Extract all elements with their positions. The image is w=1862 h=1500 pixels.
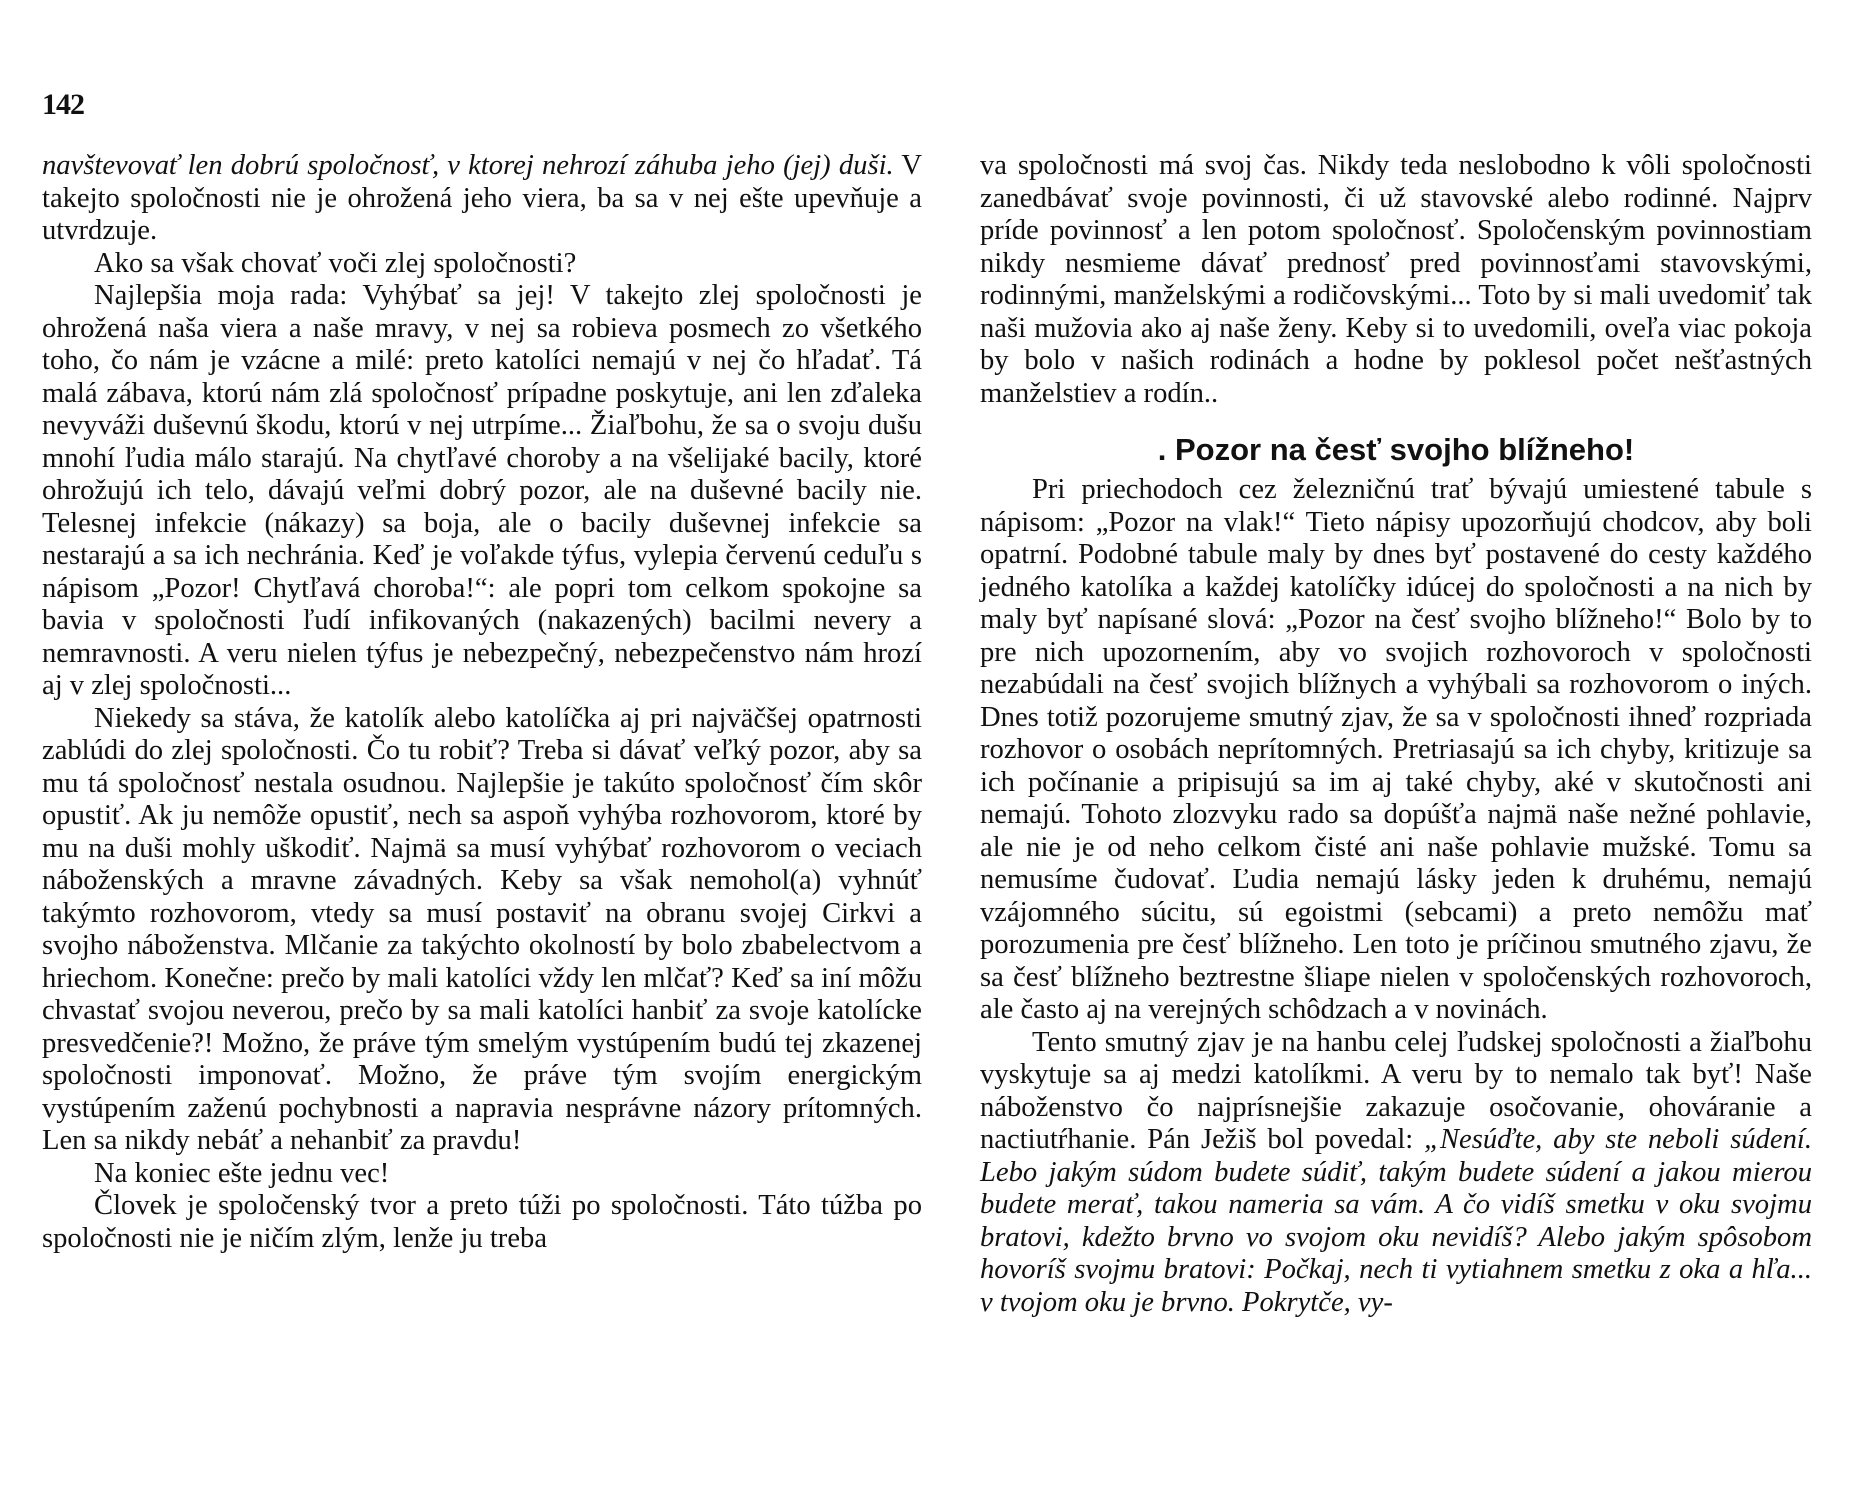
paragraph: Ako sa však chovať voči zlej spoločnosti? [94, 247, 577, 279]
paragraph: Najlepšia moja rada: Vyhýbať sa jej! V takejto zlej spoločnosti je ohrožená naša viera a naše mravy, v nej sa robieva posmech zo všetkého toho, čo nám je vzácne a milé: preto katolíci nemajú v nej čo hľadať. Tá malá zábava, ktorú nám zlá spoločnosť prípadne poskytuje, ani len zďaleka nevyváži duševnú škodu, ktorú v nej utrpíme... Žiaľbohu, že sa o svoju dušu mnohí ľudia málo starajú. Na chytľavé choroby a na všelijaké bacily, ktoré ohrožujú ich telo, dávajú veľmi dobrý pozor, ale na duševné bacily nie. Telesnej infekcie (nákazy) sa boja, ale o bacily duševnej infekcie sa nestarajú a sa ich nechránia. Keď je voľakde týfus, vylepia červenú ceduľu s nápisom „Pozor! Chytľavá choroba!“: ale popri tom celkom spokojne sa bavia v spoločnosti ľudí infikovaných (nakazených) bacilmi nevery a nemravnosti. A veru nielen týfus je nebezpečný, nebezpečenstvo nám hrozí aj v zlej spoločnosti... [42, 280, 922, 701]
paragraph-text: V takejto spoločnosti nie je ohrožená jeho viera, ba sa v nej ešte upevňuje a utvrdzuje. [42, 150, 922, 246]
paragraph: va spoločnosti má svoj čas. Nikdy teda neslobodno k vôli spoločnosti zanedbávať svoje povinnosti, či už stavovské alebo rodinné. Najprv príde povinnosť a len potom spoločnosť. Spoločenským povinnostiam nikdy nesmieme dávať prednosť pred povinnosťami stavovskými, rodinnými, manželskými a rodičovskými... Toto by si mali uvedomiť tak naši mužovia ako aj naše ženy. Keby si to uvedomili, oveľa viac pokoja by bolo v našich rodinách a hodne by poklesol počet nešťastných manželstiev a rodín.. [980, 150, 1812, 409]
paragraph [42, 150, 922, 248]
paragraph: Pri priechodoch cez železničnú trať bývajú umiestené tabule s nápisom: „Pozor na vlak!“ Tieto nápisy upozorňujú chodcov, aby boli opatrní. Podobné tabule maly by dnes byť postavené do cesty každého jedného katolíka a každej katolíčky idúcej do spoločnosti a na nich by maly byť napísané slová: „Pozor na česť svojho blížneho!“ Bolo by to pre nich upozornením, aby vo svojich rozhovoroch v spoločnosti nezabúdali na česť svojich blížnych a vyhýbali sa rozhovorom o iných. Dnes totiž pozorujeme smutný zjav, že sa v spoločnosti ihneď rozpriada rozhovor o osobách neprítomných. Pretriasajú sa ich chyby, kritizuje sa ich počínanie a pripisujú sa im aj také chyby, aké v skutočnosti ani nemajú. Tohoto zlozvyku rado sa dopúšťa najmä naše nežné pohlavie, ale nie je od neho celkom čisté ani naše pohlavie mužské. Tomu sa nemusíme čudovať. Ľudia nemajú lásky jeden k druhému, nemajú vzájomného súcitu, sú egoistmi (sebcami) a preto nemôžu mať porozumenia pre česť blížneho. Len toto je príčinou smutného zjavu, že sa česť blížneho beztrestne šliape nielen v spoločenských rozhovoroch, ale často aj na verejných schôdzach a v novinách. [980, 474, 1812, 1025]
section-heading: . Pozor na česť svojho blížneho! [1157, 432, 1635, 467]
paragraph-text: Tento smutný zjav je na hanbu celej ľudskej spoločnosti a žiaľbohu vyskytuje sa aj medzi katolíkmi. A veru by to nemalo tak byť! Naše náboženstvo čo najprísnejšie zakazuje osočovanie, ohováranie a nactiutŕhanie. Pán Ježiš bol povedal: [980, 1026, 1812, 1155]
right-column [980, 150, 1812, 1319]
left-column [42, 150, 922, 1255]
page-number: 142 [42, 88, 84, 121]
paragraph: Niekedy sa stáva, že katolík alebo katolíčka aj pri najväčšej opatrnosti zablúdi do zlej spoločnosti. Čo tu robiť? Treba si dávať veľký pozor, aby sa mu tá spoločnosť nestala osudnou. Najlepšie je takúto spoločnosť čím skôr opustiť. Ak ju nemôže opustiť, nech sa aspoň vyhýba rozhovorom, ktoré by mu na duši mohly uškodiť. Najmä sa musí vyhýbať rozhovorom o veciach náboženských a mravne závadných. Keby sa však nemohol(a) vyhnúť takýmto rozhovorom, vtedy sa musí postaviť na obranu svojej Cirkvi a svojho náboženstva. Mlčanie za takýchto okolností by bolo zbabelectvom a hriechom. Konečne: prečo by mali katolíci vždy len mlčať? Keď sa iní môžu chvastať svojou neverou, prečo by sa mali katolíci hanbiť za svoje katolícke presvedčenie?! Možno, že práve tým smelým vystúpením budú tej zkazenej spoločnosti imponovať. Možno, že práve tým svojím energickým vystúpením zaženú pochybnosti a napravia nesprávne názory prítomných. Len sa nikdy nebáť a nehanbiť za pravdu! [42, 702, 922, 1156]
paragraph: Na koniec ešte jednu vec! [94, 1157, 390, 1189]
paragraph [980, 1027, 1812, 1320]
italic-quote: „Nesúďte, aby ste neboli súdení. Lebo jakým súdom budete súdiť, takým budete súdení a jakou mierou budete merať, takou nameria sa vám. A čo vidíš smetku v oku svojmu bratovi, kdežto brvno vo svojom oku nevidíš? Alebo jakým spôsobom hovoríš svojmu bratovi: Počkaj, nech ti vytiahnem smetku z oka a hľa... v tvojom oku je brvno. Pokrytče, vy- [980, 1124, 1812, 1318]
italic-text: navštevovať len dobrú spoločnosť, v ktorej nehrozí záhuba jeho (jej) duši. [42, 150, 894, 181]
paragraph: Človek je spoločenský tvor a preto túži po spoločnosti. Táto túžba po spoločnosti nie je ničím zlým, lenže ju treba [42, 1190, 922, 1254]
